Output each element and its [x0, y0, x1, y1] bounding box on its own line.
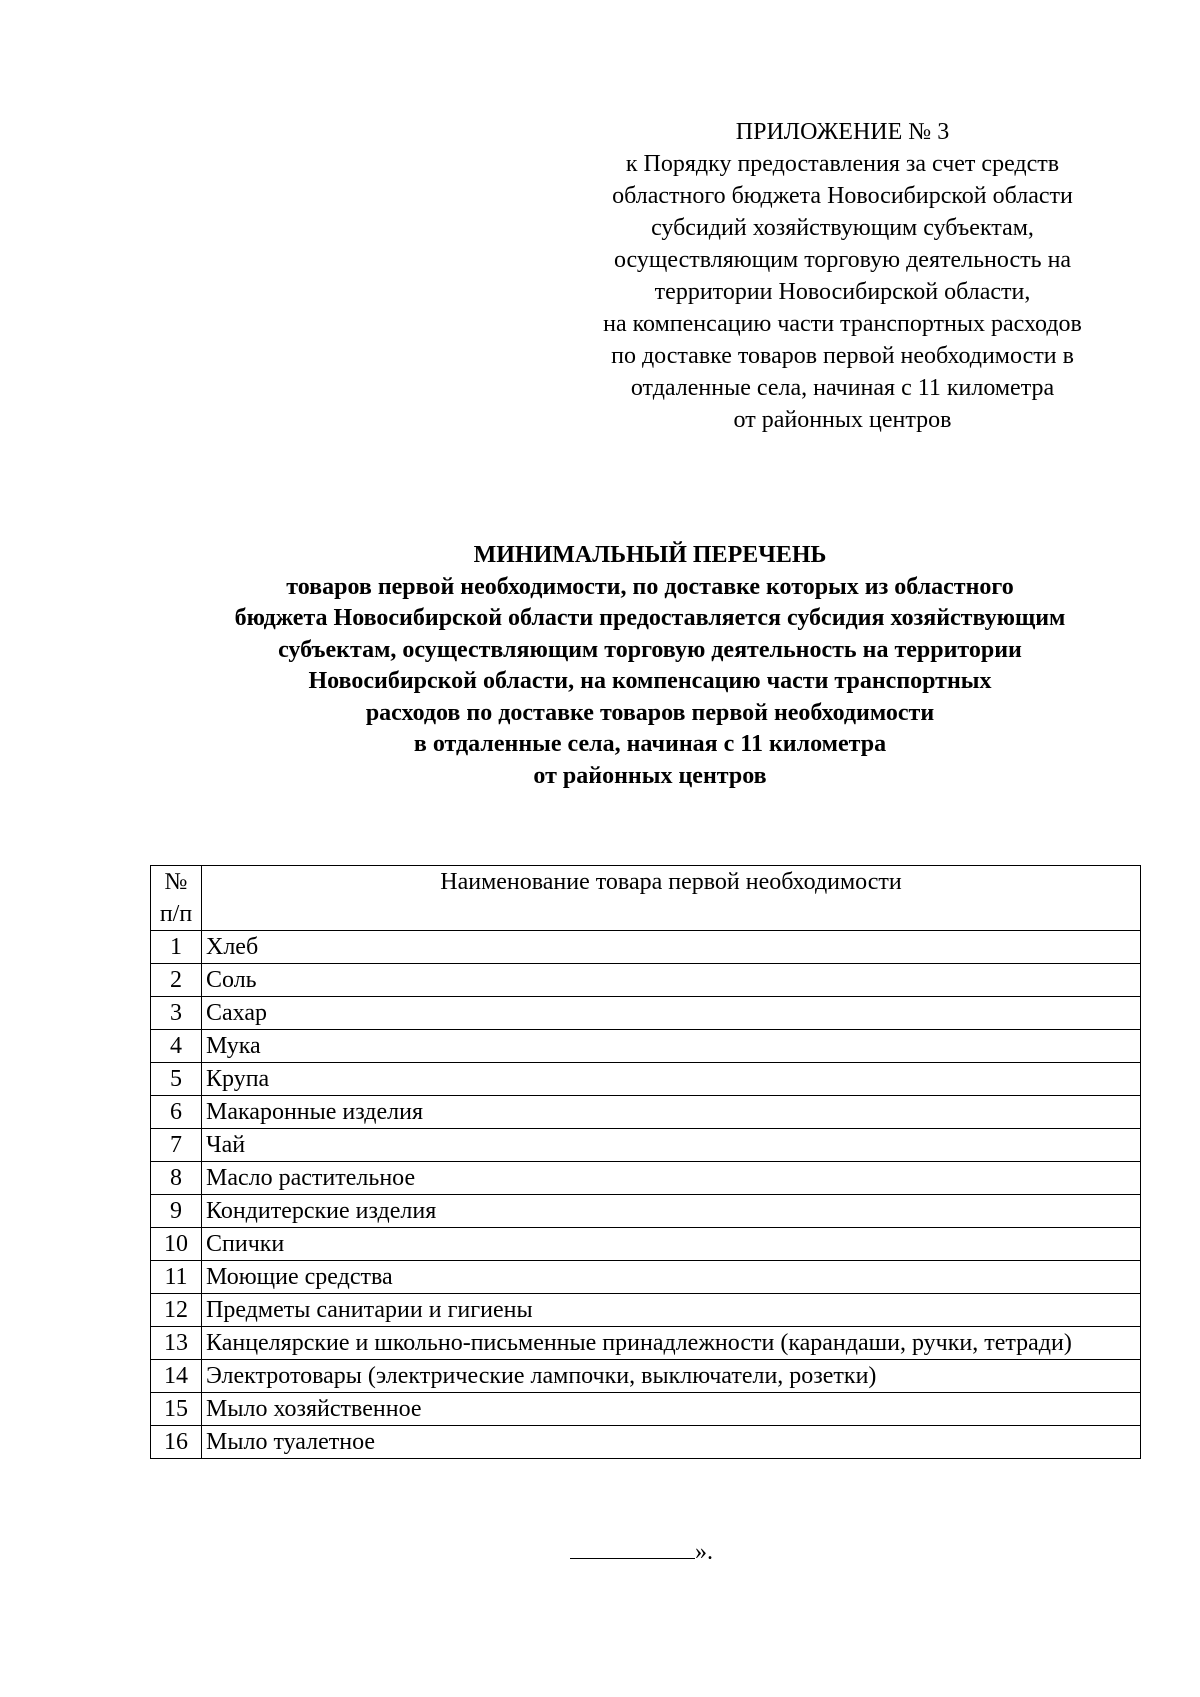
appendix-line: по доставке товаров первой необходимости в	[611, 343, 1074, 369]
row-number: 14	[151, 1360, 202, 1393]
row-number: 5	[151, 1063, 202, 1096]
row-name: Масло растительное	[202, 1162, 1141, 1195]
appendix-line: областного бюджета Новосибирской области	[612, 183, 1073, 209]
column-header-number-line2: п/п	[159, 901, 193, 927]
appendix-line: к Порядку предоставления за счет средств	[625, 151, 1060, 177]
row-name: Мыло туалетное	[202, 1426, 1141, 1459]
title-heading: МИНИМАЛЬНЫЙ ПЕРЕЧЕНЬ	[473, 542, 827, 568]
closing-underline	[570, 1536, 695, 1559]
table-row	[151, 1195, 1141, 1228]
table-row	[151, 1129, 1141, 1162]
row-number: 11	[151, 1261, 202, 1294]
appendix-line: на компенсацию части транспортных расходов	[603, 311, 1082, 337]
appendix-line: от районных центров	[733, 407, 952, 433]
table-header-row	[151, 866, 1141, 931]
table-row	[151, 1030, 1141, 1063]
closing-mark	[570, 1536, 713, 1568]
row-name: Электротовары (электрические лампочки, выключатели, розетки)	[202, 1360, 1141, 1393]
row-number: 16	[151, 1426, 202, 1459]
column-header-number-line1: №	[164, 869, 188, 895]
row-name: Хлеб	[202, 931, 1141, 964]
table-row	[151, 1327, 1141, 1360]
document-title	[100, 540, 1200, 792]
row-number: 15	[151, 1393, 202, 1426]
row-name: Моющие средства	[202, 1261, 1141, 1294]
title-line: Новосибирской области, на компенсацию части транспортных	[308, 668, 992, 694]
appendix-line: отдаленные села, начиная с 11 километра	[630, 375, 1055, 401]
table-row	[151, 1360, 1141, 1393]
appendix-line: территории Новосибирской области,	[654, 279, 1031, 305]
title-line: в отдаленные села, начиная с 11 километра	[413, 731, 887, 757]
appendix-line: ПРИЛОЖЕНИЕ № 3	[735, 119, 950, 145]
column-header-number	[151, 866, 202, 931]
row-name: Спички	[202, 1228, 1141, 1261]
row-number: 3	[151, 997, 202, 1030]
row-number: 10	[151, 1228, 202, 1261]
appendix-line: осуществляющим торговую деятельность на	[613, 247, 1072, 273]
appendix-header	[555, 116, 1130, 436]
goods-table	[150, 865, 1141, 1459]
row-number: 9	[151, 1195, 202, 1228]
row-name: Соль	[202, 964, 1141, 997]
title-line: субъектам, осуществляющим торговую деятельность на территории	[278, 636, 1022, 663]
table-row	[151, 1228, 1141, 1261]
row-name: Предметы санитарии и гигиены	[202, 1294, 1141, 1327]
row-number: 4	[151, 1030, 202, 1063]
row-name: Чай	[202, 1129, 1141, 1162]
row-name: Сахар	[202, 997, 1141, 1030]
table-row	[151, 1096, 1141, 1129]
row-number: 7	[151, 1129, 202, 1162]
row-number: 8	[151, 1162, 202, 1195]
title-line: расходов по доставке товаров первой необходимости	[365, 699, 935, 726]
table-row	[151, 1294, 1141, 1327]
row-name: Крупа	[202, 1063, 1141, 1096]
table-row	[151, 1426, 1141, 1459]
table-row	[151, 1162, 1141, 1195]
table-row	[151, 997, 1141, 1030]
row-name: Мука	[202, 1030, 1141, 1063]
title-line: товаров первой необходимости, по доставке которых из областного	[286, 573, 1014, 600]
title-line: бюджета Новосибирской области предоставляется субсидия хозяйствующим	[234, 605, 1066, 631]
table-row	[151, 1393, 1141, 1426]
appendix-line: субсидий хозяйствующим субъектам,	[651, 215, 1034, 241]
table-row	[151, 931, 1141, 964]
row-number: 1	[151, 931, 202, 964]
row-name: Кондитерские изделия	[202, 1195, 1141, 1228]
row-name: Мыло хозяйственное	[202, 1393, 1141, 1426]
row-number: 13	[151, 1327, 202, 1360]
table-row	[151, 1261, 1141, 1294]
title-line: от районных центров	[533, 762, 767, 789]
row-number: 6	[151, 1096, 202, 1129]
table-row	[151, 1063, 1141, 1096]
closing-quote: ».	[695, 1539, 713, 1565]
row-name: Макаронные изделия	[202, 1096, 1141, 1129]
table-row	[151, 964, 1141, 997]
row-name: Канцелярские и школьно-письменные принадлежности (карандаши, ручки, тетради)	[202, 1327, 1141, 1360]
row-number: 12	[151, 1294, 202, 1327]
row-number: 2	[151, 964, 202, 997]
column-header-name: Наименование товара первой необходимости	[202, 866, 1141, 931]
